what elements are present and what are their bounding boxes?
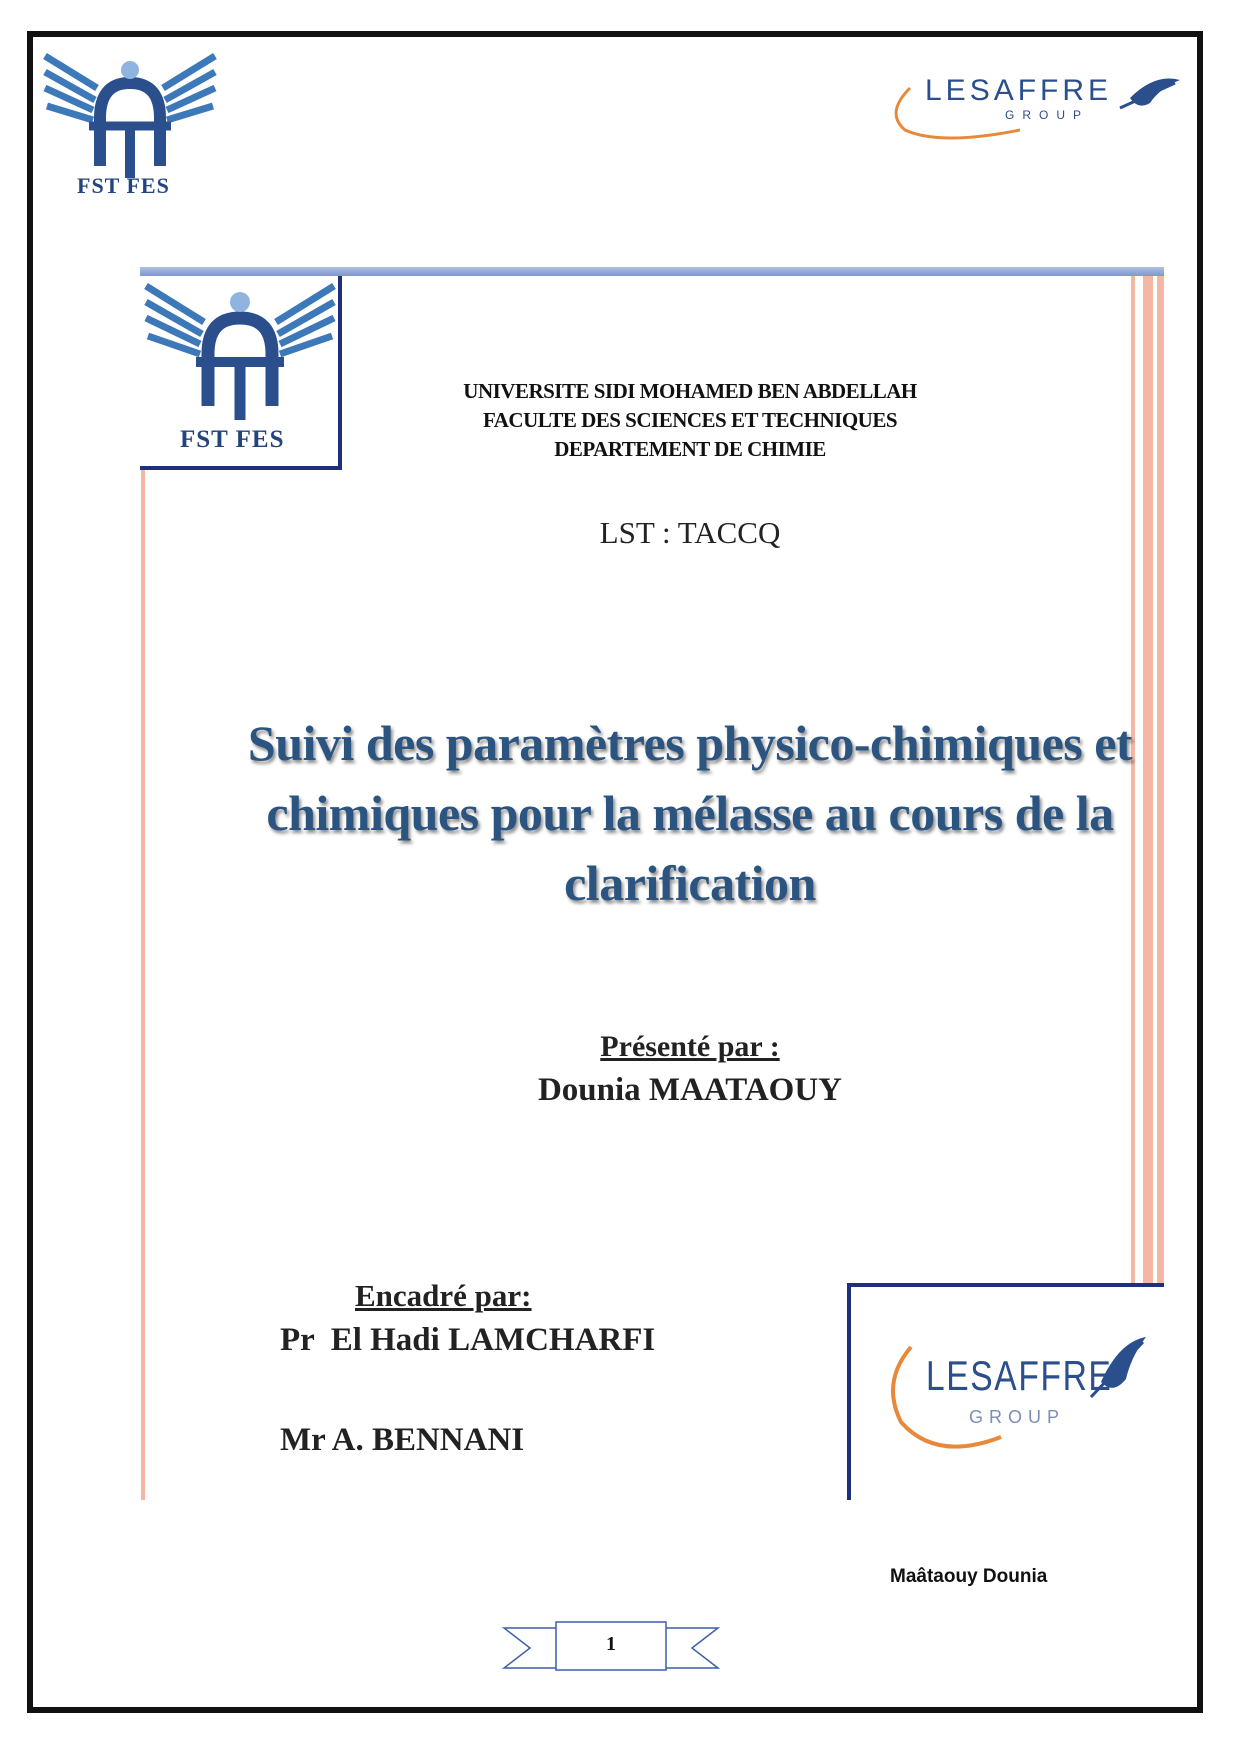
presented-by-name: Dounia MAATAOUY (537, 1072, 843, 1108)
faculty-name: FACULTE DES SCIENCES ET TECHNIQUES (482, 408, 898, 432)
fst-fes-inner-label: FST FES (180, 426, 285, 453)
supervisor-1: Pr El Hadi LAMCHARFI (280, 1322, 656, 1358)
lesaffre-cover-wordmark: LESAFFRE (926, 1352, 1113, 1399)
supervised-by-label: Encadré par: (355, 1278, 532, 1313)
title-line-3: clarification (564, 855, 816, 911)
program-label: LST : TACCQ (599, 515, 781, 550)
title-line-2: chimiques pour la mélasse au cours de la (266, 785, 1114, 841)
supervisor-2: Mr A. BENNANI (280, 1422, 525, 1458)
lesaffre-wordmark: LESAFFRE (925, 74, 1113, 107)
lesaffre-logo-header (880, 68, 1190, 148)
presented-by-block (490, 1030, 890, 1109)
presented-by-label: Présenté par : (600, 1030, 780, 1063)
lesaffre-group-label: GROUP (1005, 108, 1090, 122)
fst-fes-logo-inner (140, 276, 342, 470)
page-number-ribbon (500, 1618, 722, 1676)
university-block (430, 377, 950, 464)
report-title (230, 708, 1150, 918)
department-name: DEPARTEMENT DE CHIMIE (554, 437, 826, 461)
cover-frame-top-bar (140, 267, 1164, 276)
page-number: 1 (606, 1633, 616, 1655)
university-name: UNIVERSITE SIDI MOHAMED BEN ABDELLAH (463, 379, 917, 403)
footer-author: Maâtaouy Dounia (890, 1566, 1048, 1587)
fst-fes-label: FST FES (77, 173, 170, 198)
fst-fes-logo-header (37, 48, 223, 203)
cover-frame-left-line (141, 470, 145, 1500)
lesaffre-logo-cover (847, 1283, 1164, 1500)
lesaffre-cover-group-label: GROUP (969, 1407, 1066, 1427)
title-line-1: Suivi des paramètres physico-chimiques et (247, 715, 1133, 771)
